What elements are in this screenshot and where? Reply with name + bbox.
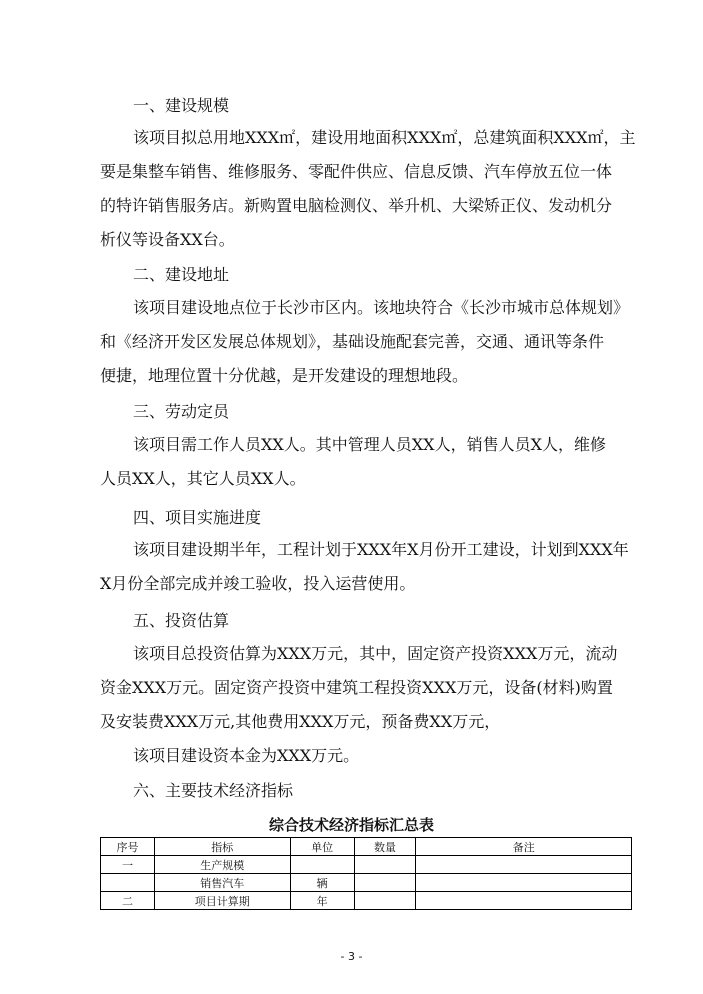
paragraph-investment bbox=[100, 637, 632, 773]
section-heading-schedule: 四、项目实施进度 bbox=[133, 508, 262, 527]
paragraph-schedule bbox=[100, 533, 632, 601]
paragraph-line: 要是集整车销售、维修服务、零配件供应、信息反馈、汽车停放五位一体 bbox=[100, 162, 613, 181]
page-number: - 3 - bbox=[340, 950, 363, 963]
paragraph-line: 该项目需工作人员XX人。其中管理人员XX人，销售人员X人，维修 bbox=[133, 435, 606, 454]
paragraph-line: 该项目建设期半年，工程计划于XXX年X月份开工建设，计划到XXX年 bbox=[133, 540, 629, 559]
table-header-cell: 备注 bbox=[416, 838, 632, 856]
section-heading-indicators: 六、主要技术经济指标 bbox=[133, 781, 294, 800]
table-header-cell: 指标 bbox=[154, 838, 290, 856]
paragraph-address bbox=[100, 291, 632, 393]
table-cell bbox=[354, 856, 416, 874]
paragraph-line: 该项目拟总用地XXX㎡，建设用地面积XXX㎡，总建筑面积XXX㎡，主 bbox=[133, 128, 636, 147]
table-header-row bbox=[101, 838, 632, 856]
table-cell: 生产规模 bbox=[154, 856, 290, 874]
paragraph-line: 该项目建设资本金为XXX万元。 bbox=[133, 746, 360, 765]
table-cell: 项目计算期 bbox=[154, 892, 290, 910]
table-row bbox=[101, 874, 632, 892]
table-row bbox=[101, 856, 632, 874]
paragraph-line: 人员XX人，其它人员XX人。 bbox=[100, 469, 306, 488]
table-cell bbox=[354, 874, 416, 892]
table-cell: 二 bbox=[101, 892, 155, 910]
paragraph-line: 的特许销售服务店。新购置电脑检测仪、举升机、大梁矫正仪、发动机分 bbox=[100, 196, 613, 215]
table-cell bbox=[416, 874, 632, 892]
table-header-cell: 数量 bbox=[354, 838, 416, 856]
table-header-cell: 单位 bbox=[290, 838, 354, 856]
paragraph-line: 资金XXX万元。固定资产投资中建筑工程投资XXX万元，设备(材料)购置 bbox=[100, 678, 613, 697]
paragraph-line: 及安装费XXX万元,其他费用XXX万元，预备费XX万元， bbox=[100, 712, 501, 731]
section-heading-scale: 一、建设规模 bbox=[133, 96, 230, 115]
paragraph-line: 便捷，地理位置十分优越，是开发建设的理想地段。 bbox=[100, 366, 469, 385]
table-cell bbox=[290, 856, 354, 874]
table-cell bbox=[416, 856, 632, 874]
section-heading-staffing: 三、劳动定员 bbox=[133, 402, 230, 421]
table-cell: 一 bbox=[101, 856, 155, 874]
table-cell: 销售汽车 bbox=[154, 874, 290, 892]
table-cell bbox=[354, 892, 416, 910]
table-cell: 年 bbox=[290, 892, 354, 910]
paragraph-line: 该项目总投资估算为XXX万元，其中，固定资产投资XXX万元，流动 bbox=[133, 644, 618, 663]
paragraph-staffing bbox=[100, 428, 632, 496]
table-title: 综合技术经济指标汇总表 bbox=[268, 816, 434, 834]
table-cell bbox=[416, 892, 632, 910]
indicator-table bbox=[100, 837, 632, 910]
paragraph-line: 该项目建设地点位于长沙市区内。该地块符合《长沙市城市总体规划》 bbox=[133, 298, 630, 317]
table-row bbox=[101, 892, 632, 910]
paragraph-line: X月份全部完成并竣工验收，投入运营使用。 bbox=[100, 574, 416, 593]
paragraph-line: 和《经济开发区发展总体规划》，基础设施配套完善，交通、通讯等条件 bbox=[100, 332, 605, 351]
paragraph-scale bbox=[100, 121, 636, 257]
table-cell: 辆 bbox=[290, 874, 354, 892]
table-cell bbox=[101, 874, 155, 892]
table-header-cell: 序号 bbox=[101, 838, 155, 856]
section-heading-address: 二、建设地址 bbox=[133, 265, 230, 284]
section-heading-investment: 五、投资估算 bbox=[133, 611, 230, 630]
paragraph-line: 析仪等设备XX台。 bbox=[100, 230, 235, 249]
